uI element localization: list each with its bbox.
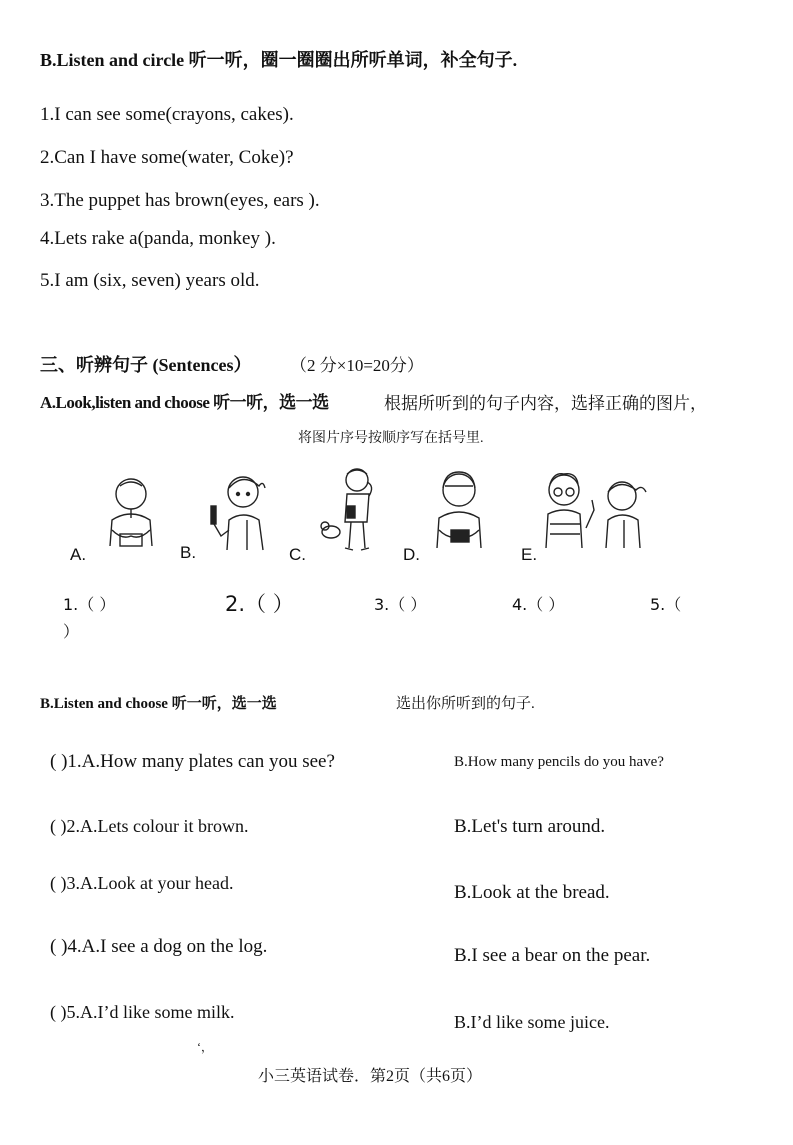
picture-label-a: A. [70,545,87,564]
question-5-option-a[interactable]: ( )5.A.I’d like some milk. [50,1002,235,1022]
circle-item-2: 2.Can I have some(water, Coke)? [40,147,294,168]
picture-e-boy-and-girl [540,470,658,550]
picture-d-girl-with-book [425,468,495,550]
question-3-option-a[interactable]: ( )3.A.Look at your head. [50,873,234,893]
picture-label-d: D. [403,545,420,564]
footer-mark: ‘， [197,1040,213,1054]
question-1-option-b[interactable]: B.How many pencils do you have? [454,754,664,770]
picture-a-boy-with-book [98,474,164,554]
question-4-option-b[interactable]: B.I see a bear on the pear. [454,945,651,966]
page-footer: 小三英语试卷．第2页（共6页） [258,1068,483,1085]
answer-blank-3[interactable]: 3.（ ） [374,595,427,614]
answer-blank-4[interactable]: 4.（ ） [512,595,565,614]
circle-item-5: 5.I am (six, seven) years old. [40,270,260,291]
part-a-instruction: 根据所听到的句子内容，选择正确的图片， [384,394,707,413]
picture-label-c: C. [289,545,306,564]
question-2-option-a[interactable]: ( )2.A.Lets colour it brown. [50,816,249,836]
section-3-score: （2 分×10=20分） [290,356,424,375]
section-3-title: 三、听辨句子 (Sentences） [40,355,252,375]
question-2-option-b[interactable]: B.Let's turn around. [454,816,606,837]
picture-c-boy-with-duck [317,466,381,556]
question-4-option-a[interactable]: ( )4.A.I see a dog on the log. [50,936,268,957]
picture-label-e: E. [521,545,538,564]
question-5-option-b[interactable]: B.I’d like some juice. [454,1012,610,1032]
circle-item-3: 3.The puppet has brown(eyes, ears ). [40,190,320,211]
circle-item-1: 1.I can see some(crayons, cakes). [40,104,294,125]
question-3-option-b[interactable]: B.Look at the bread. [454,882,610,903]
part-b-choose-instruction: 选出你所听到的句子. [396,696,535,712]
answer-blank-5-close: ） [63,622,80,641]
picture-label-b: B. [180,543,197,562]
part-b-choose-heading: B.Listen and choose 听一听，选一选 [40,696,277,712]
answer-blank-2[interactable]: 2.（ ） [225,592,294,616]
picture-b-girl-with-crayon [205,470,271,552]
circle-item-4: 4.Lets rake a(panda, monkey ). [40,228,276,249]
question-1-option-a[interactable]: ( )1.A.How many plates can you see? [50,751,335,772]
part-a-heading: A.Look,listen and choose 听一听，选一选 [40,393,329,412]
part-b-circle-heading: B.Listen and circle 听一听，圈一圈圈出所听单词，补全句子. [40,50,518,70]
answer-blank-1[interactable]: 1.（ ） [63,595,116,614]
answer-blank-5[interactable]: 5.（ [650,595,682,614]
part-a-instruction-2: 将图片序号按顺序写在括号里. [298,431,484,446]
